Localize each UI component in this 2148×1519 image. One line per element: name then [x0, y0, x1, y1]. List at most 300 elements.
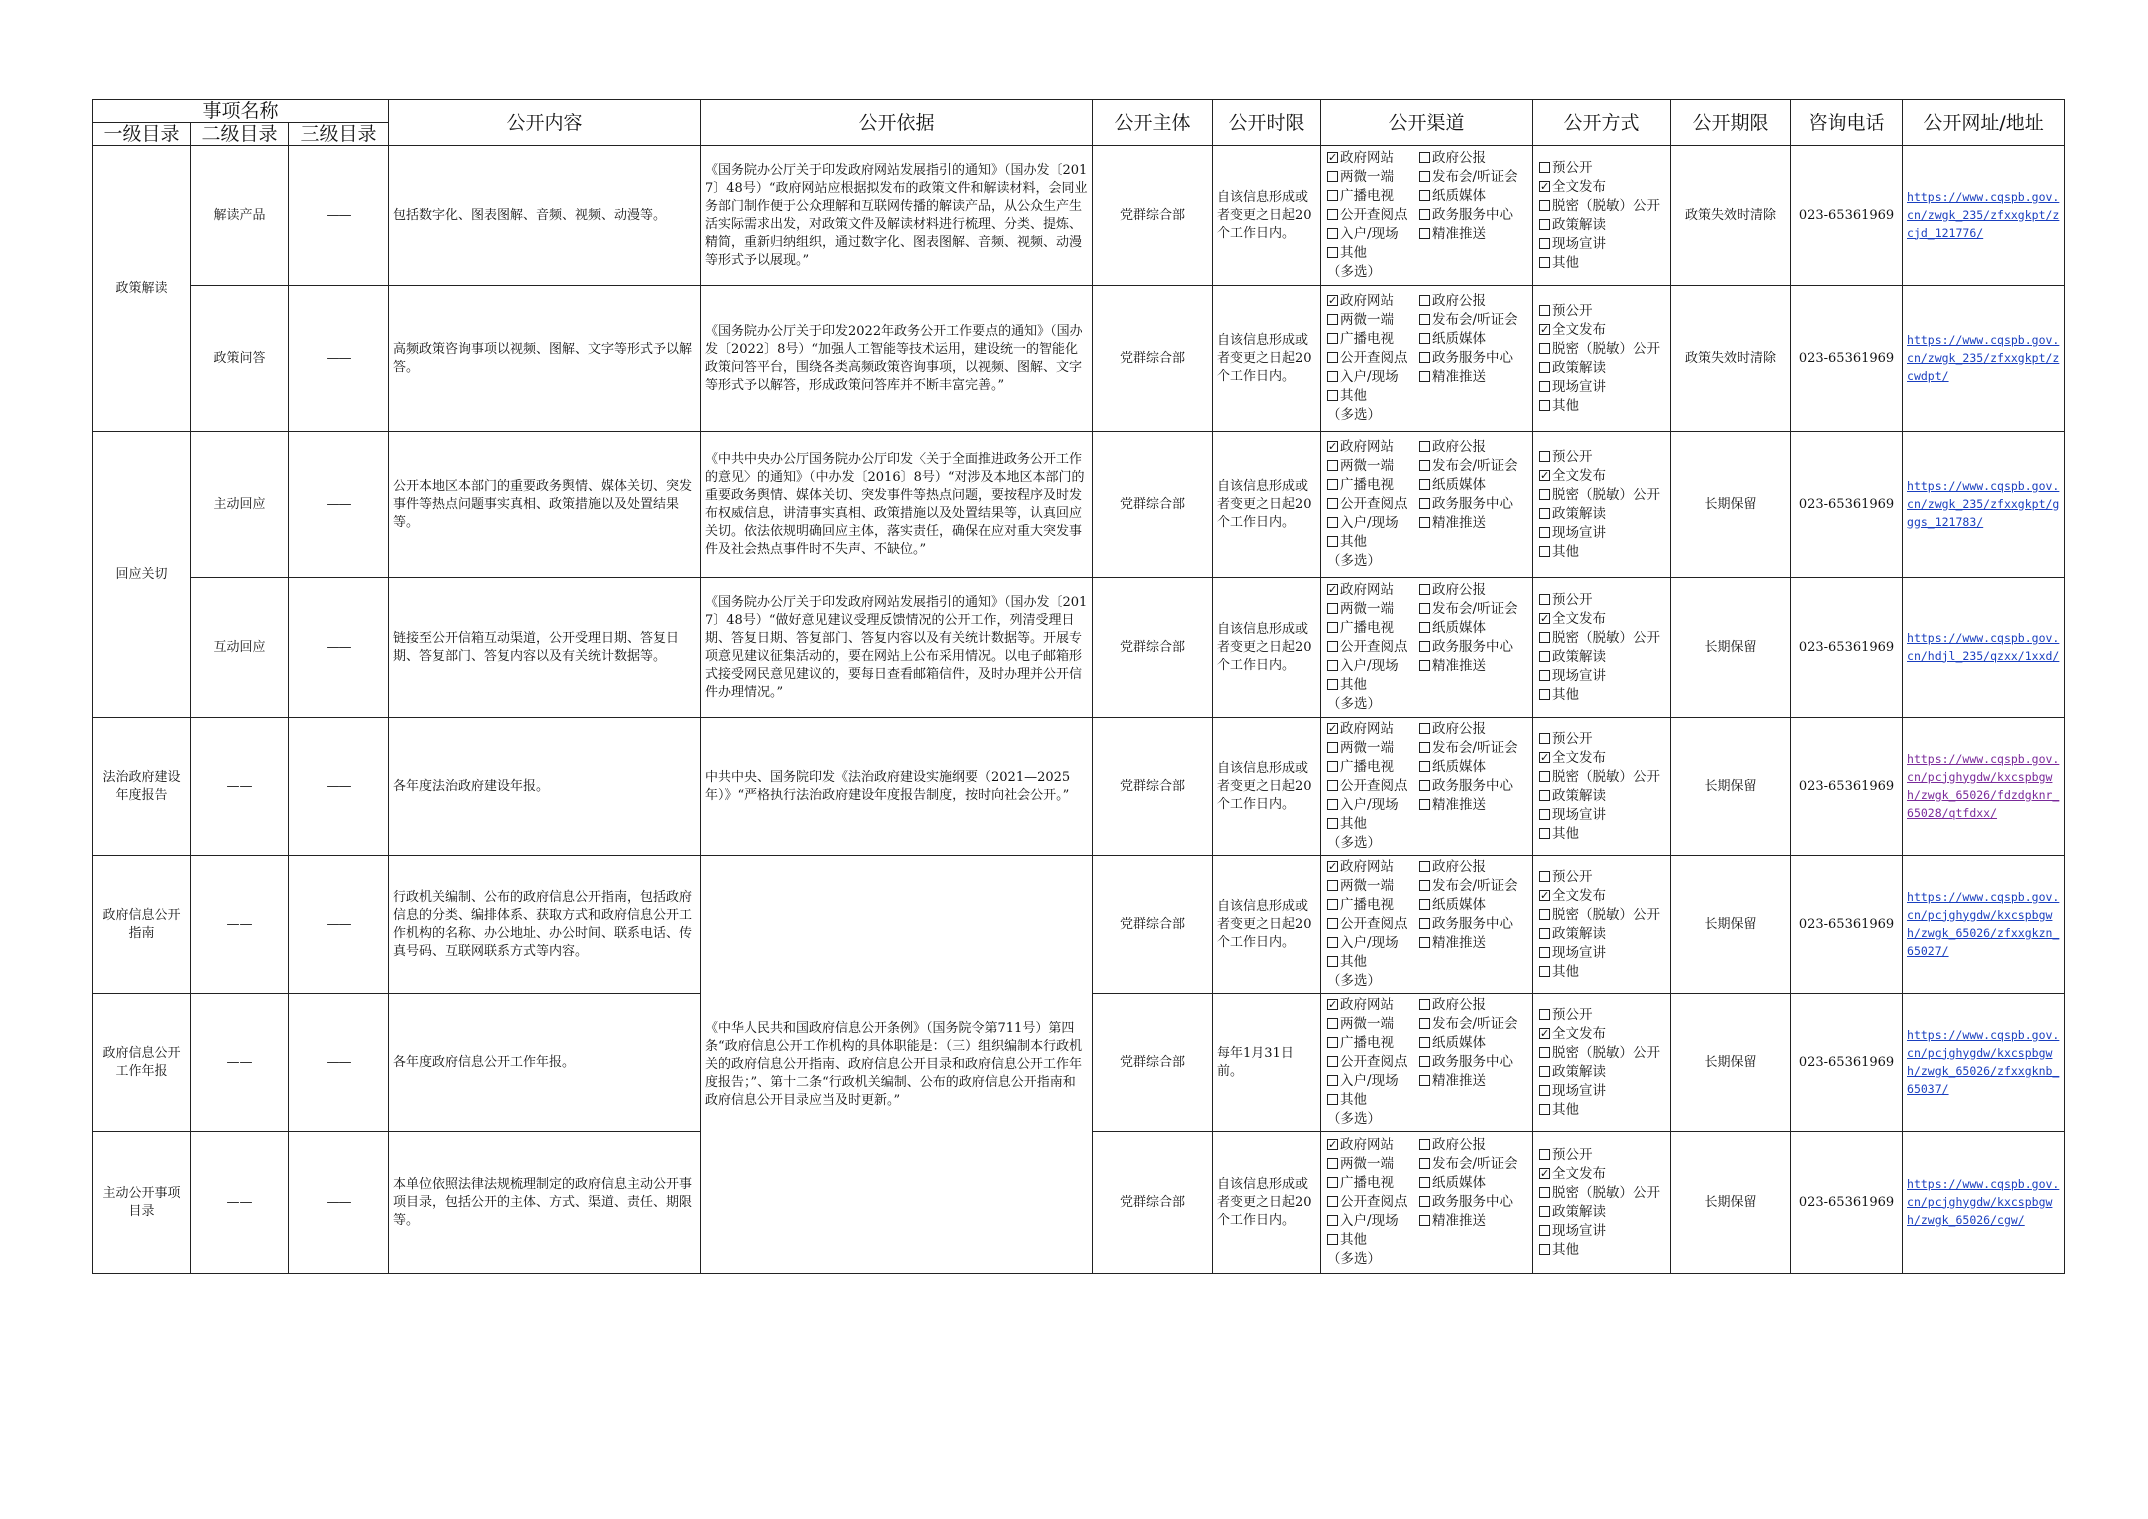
checkbox-empty-icon[interactable]	[1419, 880, 1430, 891]
channel-option[interactable]	[1327, 796, 1419, 815]
channel-option[interactable]	[1419, 149, 1511, 168]
checkbox-empty-icon[interactable]	[1539, 451, 1550, 462]
checkbox-empty-icon[interactable]	[1419, 1056, 1430, 1067]
channel-option[interactable]	[1419, 796, 1511, 815]
checkbox-empty-icon[interactable]	[1539, 632, 1550, 643]
channel-option[interactable]	[1419, 739, 1518, 758]
channel-option[interactable]	[1419, 877, 1518, 896]
checkbox-empty-icon[interactable]	[1327, 314, 1338, 325]
checkbox-empty-icon[interactable]	[1419, 1075, 1430, 1086]
channel-option[interactable]	[1327, 1155, 1419, 1174]
checkbox-checked-icon[interactable]	[1539, 752, 1550, 763]
channel-option[interactable]	[1327, 1193, 1419, 1212]
checkbox-empty-icon[interactable]	[1419, 641, 1430, 652]
method-option[interactable]	[1539, 159, 1631, 178]
channel-option[interactable]	[1419, 457, 1518, 476]
checkbox-empty-icon[interactable]	[1539, 508, 1550, 519]
checkbox-label: 精准推送	[1432, 935, 1487, 951]
channel-option[interactable]	[1327, 168, 1419, 187]
channel-option[interactable]	[1419, 1034, 1511, 1053]
checkbox-empty-icon[interactable]	[1539, 1244, 1550, 1255]
channel-option[interactable]	[1327, 600, 1419, 619]
checkbox-empty-icon[interactable]	[1539, 947, 1550, 958]
method-option[interactable]	[1539, 448, 1631, 467]
checkbox-checked-icon[interactable]	[1539, 181, 1550, 192]
method-option[interactable]	[1539, 591, 1631, 610]
checkbox-empty-icon[interactable]	[1419, 152, 1430, 163]
checkbox-empty-icon[interactable]	[1539, 670, 1550, 681]
checkbox-empty-icon[interactable]	[1327, 352, 1338, 363]
channel-option[interactable]	[1327, 896, 1419, 915]
checkbox-empty-icon[interactable]	[1327, 641, 1338, 652]
channel-option[interactable]	[1419, 720, 1511, 739]
channel-option[interactable]	[1327, 777, 1419, 796]
method-option[interactable]	[1539, 787, 1631, 806]
channel-option[interactable]	[1419, 225, 1511, 244]
checkbox-empty-icon[interactable]	[1419, 498, 1430, 509]
channel-option[interactable]	[1419, 1174, 1511, 1193]
checkbox-label: 纸质媒体	[1432, 331, 1487, 347]
channel-option[interactable]	[1327, 996, 1419, 1015]
method-option[interactable]	[1539, 505, 1631, 524]
checkbox-checked-icon[interactable]	[1539, 324, 1550, 335]
checkbox-label: 广播电视	[1340, 331, 1395, 347]
channel-option[interactable]	[1327, 1072, 1419, 1091]
checkbox-empty-icon[interactable]	[1539, 1187, 1550, 1198]
method-option[interactable]	[1539, 1006, 1631, 1025]
phone-cell: 023-65361969	[1791, 994, 1903, 1132]
checkbox-empty-icon[interactable]	[1419, 352, 1430, 363]
checkbox-label: 政策解读	[1552, 505, 1607, 522]
method-option[interactable]	[1539, 768, 1661, 787]
checkbox-empty-icon[interactable]	[1539, 1009, 1550, 1020]
checkbox-empty-icon[interactable]	[1419, 999, 1430, 1010]
channel-option[interactable]	[1419, 495, 1514, 514]
method-option[interactable]	[1539, 629, 1661, 648]
method-option[interactable]	[1539, 963, 1631, 982]
checkbox-empty-icon[interactable]	[1419, 333, 1430, 344]
checkbox-empty-icon[interactable]	[1419, 1158, 1430, 1169]
checkbox-empty-icon[interactable]	[1419, 517, 1430, 528]
checkbox-empty-icon[interactable]	[1419, 479, 1430, 490]
checkbox-empty-icon[interactable]	[1327, 880, 1338, 891]
checkbox-checked-icon[interactable]	[1539, 613, 1550, 624]
checkbox-empty-icon[interactable]	[1327, 228, 1338, 239]
checkbox-label: 现场宣讲	[1552, 806, 1607, 823]
url-link[interactable]: https://www.cqspb.gov.cn/zwgk_235/zfxxgkpt/zcwdpt/	[1907, 332, 2060, 383]
checkbox-empty-icon[interactable]	[1327, 209, 1338, 220]
checkbox-empty-icon[interactable]	[1539, 546, 1550, 557]
channel-option[interactable]	[1327, 581, 1419, 600]
checkbox-label: 政府网站	[1340, 859, 1395, 875]
checkbox-empty-icon[interactable]	[1539, 362, 1550, 373]
channel-option[interactable]	[1327, 457, 1419, 476]
method-option[interactable]	[1539, 749, 1631, 768]
checkbox-empty-icon[interactable]	[1419, 603, 1430, 614]
channel-option[interactable]	[1419, 934, 1511, 953]
channel-option[interactable]	[1327, 1091, 1419, 1110]
checkbox-empty-icon[interactable]	[1419, 314, 1430, 325]
checkbox-checked-icon[interactable]	[1539, 1028, 1550, 1039]
channel-option[interactable]	[1419, 438, 1511, 457]
checkbox-empty-icon[interactable]	[1539, 790, 1550, 801]
channel-option[interactable]	[1419, 330, 1511, 349]
checkbox-checked-icon[interactable]	[1327, 1139, 1338, 1150]
checkbox-empty-icon[interactable]	[1539, 871, 1550, 882]
checkbox-empty-icon[interactable]	[1327, 956, 1338, 967]
url-link[interactable]: https://www.cqspb.gov.cn/zwgk_235/zfxxgkpt/gggs_121783/	[1907, 478, 2060, 529]
checkbox-empty-icon[interactable]	[1327, 390, 1338, 401]
checkbox-empty-icon[interactable]	[1539, 381, 1550, 392]
channel-option[interactable]	[1327, 330, 1419, 349]
checkbox-empty-icon[interactable]	[1327, 1158, 1338, 1169]
checkbox-empty-icon[interactable]	[1327, 371, 1338, 382]
channel-option[interactable]	[1327, 149, 1419, 168]
method-option[interactable]	[1539, 825, 1631, 844]
checkbox-empty-icon[interactable]	[1327, 247, 1338, 258]
channel-option[interactable]	[1419, 476, 1511, 495]
method-option[interactable]	[1539, 610, 1631, 629]
checkbox-empty-icon[interactable]	[1327, 1037, 1338, 1048]
checkbox-empty-icon[interactable]	[1539, 1066, 1550, 1077]
channel-option[interactable]	[1419, 581, 1511, 600]
checkbox-empty-icon[interactable]	[1419, 1196, 1430, 1207]
channel-option[interactable]	[1419, 996, 1511, 1015]
method-option[interactable]	[1539, 216, 1631, 235]
checkbox-empty-icon[interactable]	[1419, 937, 1430, 948]
channel-option[interactable]	[1327, 739, 1419, 758]
checkbox-empty-icon[interactable]	[1419, 1177, 1430, 1188]
checkbox-checked-icon[interactable]	[1327, 584, 1338, 595]
method-option[interactable]	[1539, 467, 1631, 486]
checkbox-empty-icon[interactable]	[1539, 343, 1550, 354]
channel-option[interactable]	[1419, 758, 1511, 777]
content-cell: 包括数字化、图表图解、音频、视频、动漫等。	[389, 146, 701, 286]
url-link[interactable]: https://www.cqspb.gov.cn/pcjghygdw/kxcspbgwh/zwgk_65026/fdzdgknr_65028/qtfdxx/	[1907, 751, 2060, 820]
checkbox-empty-icon[interactable]	[1327, 899, 1338, 910]
checkbox-checked-icon[interactable]	[1539, 1168, 1550, 1179]
method-option[interactable]	[1539, 887, 1631, 906]
checkbox-empty-icon[interactable]	[1539, 909, 1550, 920]
checkbox-empty-icon[interactable]	[1539, 828, 1550, 839]
checkbox-empty-icon[interactable]	[1419, 761, 1430, 772]
method-option[interactable]	[1539, 1241, 1631, 1260]
channel-option[interactable]	[1419, 600, 1518, 619]
checkbox-empty-icon[interactable]	[1419, 190, 1430, 201]
checkbox-empty-icon[interactable]	[1327, 1094, 1338, 1105]
checkbox-empty-icon[interactable]	[1539, 527, 1550, 538]
channel-option[interactable]	[1327, 244, 1419, 263]
channel-option[interactable]	[1327, 953, 1419, 972]
channel-option[interactable]	[1419, 349, 1514, 368]
method-option[interactable]	[1539, 254, 1631, 273]
channel-option[interactable]	[1419, 1053, 1514, 1072]
checkbox-empty-icon[interactable]	[1419, 918, 1430, 929]
method-option[interactable]	[1539, 378, 1631, 397]
checkbox-empty-icon[interactable]	[1539, 257, 1550, 268]
channel-option[interactable]	[1419, 858, 1511, 877]
method-option[interactable]	[1539, 197, 1661, 216]
checkbox-empty-icon[interactable]	[1419, 799, 1430, 810]
checkbox-empty-icon[interactable]	[1327, 171, 1338, 182]
checkbox-checked-icon[interactable]	[1327, 295, 1338, 306]
method-option[interactable]	[1539, 686, 1631, 705]
checkbox-empty-icon[interactable]	[1539, 200, 1550, 211]
checkbox-empty-icon[interactable]	[1327, 1177, 1338, 1188]
checkbox-checked-icon[interactable]	[1539, 890, 1550, 901]
channel-option[interactable]	[1327, 1053, 1419, 1072]
checkbox-label: 政策解读	[1552, 925, 1607, 942]
channel-option[interactable]	[1419, 1136, 1511, 1155]
checkbox-empty-icon[interactable]	[1419, 209, 1430, 220]
checkbox-empty-icon[interactable]	[1327, 761, 1338, 772]
checkbox-label: 广播电视	[1340, 1035, 1395, 1051]
method-option[interactable]	[1539, 648, 1631, 667]
channel-option[interactable]	[1327, 1015, 1419, 1034]
method-option[interactable]	[1539, 1082, 1631, 1101]
checkbox-empty-icon[interactable]	[1539, 1085, 1550, 1096]
checkbox-empty-icon[interactable]	[1539, 651, 1550, 662]
channel-option[interactable]	[1327, 638, 1419, 657]
method-option[interactable]	[1539, 1025, 1631, 1044]
channel-option[interactable]	[1327, 368, 1419, 387]
checkbox-empty-icon[interactable]	[1327, 498, 1338, 509]
checkbox-empty-icon[interactable]	[1539, 928, 1550, 939]
channel-option[interactable]	[1327, 720, 1419, 739]
checkbox-empty-icon[interactable]	[1419, 1037, 1430, 1048]
method-option[interactable]	[1539, 1101, 1631, 1120]
checkbox-empty-icon[interactable]	[1539, 771, 1550, 782]
checkbox-empty-icon[interactable]	[1327, 679, 1338, 690]
method-option[interactable]	[1539, 906, 1661, 925]
checkbox-empty-icon[interactable]	[1419, 861, 1430, 872]
checkbox-checked-icon[interactable]	[1327, 861, 1338, 872]
channel-option[interactable]	[1419, 638, 1514, 657]
method-option[interactable]	[1539, 667, 1631, 686]
checkbox-empty-icon[interactable]	[1327, 1234, 1338, 1245]
channel-option[interactable]	[1327, 619, 1419, 638]
level2-cell: ——	[191, 1132, 289, 1274]
channel-option[interactable]	[1327, 1034, 1419, 1053]
channel-option[interactable]	[1419, 187, 1511, 206]
checkbox-empty-icon[interactable]	[1327, 1075, 1338, 1086]
channel-option[interactable]	[1419, 168, 1518, 187]
checkbox-empty-icon[interactable]	[1327, 818, 1338, 829]
method-option[interactable]	[1539, 1203, 1631, 1222]
channel-option[interactable]	[1327, 1136, 1419, 1155]
url-link[interactable]: https://www.cqspb.gov.cn/pcjghygdw/kxcspbgwh/zwgk_65026/cgw/	[1907, 1176, 2060, 1227]
channel-option[interactable]	[1419, 1193, 1514, 1212]
checkbox-label: 纸质媒体	[1432, 188, 1487, 204]
channel-option[interactable]	[1327, 349, 1419, 368]
method-option[interactable]	[1539, 359, 1631, 378]
checkbox-empty-icon[interactable]	[1539, 733, 1550, 744]
channel-option[interactable]	[1419, 368, 1511, 387]
method-option[interactable]	[1539, 543, 1631, 562]
checkbox-empty-icon[interactable]	[1327, 622, 1338, 633]
channel-option[interactable]	[1327, 815, 1419, 834]
checkbox-empty-icon[interactable]	[1419, 1215, 1430, 1226]
method-option[interactable]	[1539, 1044, 1661, 1063]
method-option[interactable]	[1539, 868, 1631, 887]
channel-option[interactable]	[1419, 777, 1514, 796]
checkbox-empty-icon[interactable]	[1419, 660, 1430, 671]
url-link[interactable]: https://www.cqspb.gov.cn/pcjghygdw/kxcspbgwh/zwgk_65026/zfxxgknb_65037/	[1907, 1027, 2060, 1096]
checkbox-empty-icon[interactable]	[1419, 371, 1430, 382]
checkbox-empty-icon[interactable]	[1327, 190, 1338, 201]
phone-cell: 023-65361969	[1791, 718, 1903, 856]
channel-option[interactable]	[1327, 657, 1419, 676]
checkbox-checked-icon[interactable]	[1327, 723, 1338, 734]
channel-option[interactable]	[1419, 206, 1514, 225]
checkbox-empty-icon[interactable]	[1419, 780, 1430, 791]
method-option[interactable]	[1539, 486, 1661, 505]
checkbox-empty-icon[interactable]	[1419, 441, 1430, 452]
checkbox-empty-icon[interactable]	[1419, 899, 1430, 910]
checkbox-empty-icon[interactable]	[1327, 479, 1338, 490]
checkbox-empty-icon[interactable]	[1327, 1056, 1338, 1067]
channel-option[interactable]	[1419, 1212, 1511, 1231]
method-option[interactable]	[1539, 730, 1631, 749]
checkbox-empty-icon[interactable]	[1539, 305, 1550, 316]
checkbox-empty-icon[interactable]	[1327, 333, 1338, 344]
channel-option[interactable]	[1419, 896, 1511, 915]
method-option[interactable]	[1539, 925, 1631, 944]
checkbox-empty-icon[interactable]	[1539, 1047, 1550, 1058]
checkbox-empty-icon[interactable]	[1419, 460, 1430, 471]
channel-option[interactable]	[1327, 292, 1419, 311]
channel-option[interactable]	[1419, 292, 1511, 311]
channel-option[interactable]	[1419, 657, 1511, 676]
channel-option[interactable]	[1419, 915, 1514, 934]
channel-option[interactable]	[1327, 187, 1419, 206]
method-option[interactable]	[1539, 235, 1631, 254]
channel-option[interactable]	[1419, 1155, 1518, 1174]
checkbox-empty-icon[interactable]	[1419, 742, 1430, 753]
checkbox-empty-icon[interactable]	[1539, 809, 1550, 820]
channel-option[interactable]	[1327, 858, 1419, 877]
method-option[interactable]	[1539, 1184, 1661, 1203]
method-option[interactable]	[1539, 302, 1631, 321]
checkbox-empty-icon[interactable]	[1419, 584, 1430, 595]
checkbox-empty-icon[interactable]	[1327, 660, 1338, 671]
checkbox-empty-icon[interactable]	[1327, 780, 1338, 791]
channel-option[interactable]	[1419, 1015, 1518, 1034]
checkbox-empty-icon[interactable]	[1327, 1215, 1338, 1226]
channel-option[interactable]	[1327, 514, 1419, 533]
channel-option[interactable]	[1327, 1231, 1419, 1250]
channel-option[interactable]	[1327, 1212, 1419, 1231]
channel-option[interactable]	[1327, 225, 1419, 244]
channel-option[interactable]	[1327, 206, 1419, 225]
checkbox-label: 脱密（脱敏）公开	[1552, 197, 1661, 214]
checkbox-empty-icon[interactable]	[1327, 536, 1338, 547]
url-link[interactable]: https://www.cqspb.gov.cn/hdjl_235/qzxx/1xxd/	[1907, 630, 2060, 663]
checkbox-label: 两微一端	[1340, 312, 1395, 328]
checkbox-empty-icon[interactable]	[1419, 723, 1430, 734]
checkbox-empty-icon[interactable]	[1327, 1196, 1338, 1207]
checkbox-empty-icon[interactable]	[1539, 1206, 1550, 1217]
checkbox-empty-icon[interactable]	[1327, 460, 1338, 471]
method-option[interactable]	[1539, 178, 1631, 197]
url-link[interactable]: https://www.cqspb.gov.cn/zwgk_235/zfxxgkpt/zcjd_121776/	[1907, 189, 2060, 240]
channel-option[interactable]	[1327, 1174, 1419, 1193]
channel-option[interactable]	[1327, 438, 1419, 457]
method-option[interactable]	[1539, 1063, 1631, 1082]
checkbox-empty-icon[interactable]	[1327, 1018, 1338, 1029]
checkbox-empty-icon[interactable]	[1539, 1225, 1550, 1236]
checkbox-empty-icon[interactable]	[1539, 594, 1550, 605]
checkbox-empty-icon[interactable]	[1327, 742, 1338, 753]
channel-option[interactable]	[1327, 934, 1419, 953]
channel-option[interactable]	[1327, 387, 1419, 406]
checkbox-empty-icon[interactable]	[1539, 689, 1550, 700]
checkbox-empty-icon[interactable]	[1539, 1104, 1550, 1115]
checkbox-empty-icon[interactable]	[1327, 918, 1338, 929]
period-cell: 长期保留	[1671, 718, 1791, 856]
channel-option[interactable]	[1419, 514, 1511, 533]
checkbox-empty-icon[interactable]	[1419, 1139, 1430, 1150]
method-option[interactable]	[1539, 340, 1661, 359]
channel-option[interactable]	[1327, 676, 1419, 695]
channel-option[interactable]	[1327, 476, 1419, 495]
checkbox-empty-icon[interactable]	[1539, 489, 1550, 500]
method-option[interactable]	[1539, 524, 1631, 543]
checkbox-empty-icon[interactable]	[1419, 171, 1430, 182]
checkbox-empty-icon[interactable]	[1419, 228, 1430, 239]
checkbox-checked-icon[interactable]	[1327, 152, 1338, 163]
method-option[interactable]	[1539, 806, 1631, 825]
method-option[interactable]	[1539, 397, 1631, 416]
checkbox-empty-icon[interactable]	[1539, 238, 1550, 249]
method-option[interactable]	[1539, 321, 1631, 340]
method-option[interactable]	[1539, 1165, 1631, 1184]
method-option[interactable]	[1539, 944, 1631, 963]
checkbox-empty-icon[interactable]	[1419, 295, 1430, 306]
method-option[interactable]	[1539, 1146, 1631, 1165]
checkbox-label: 政府网站	[1340, 293, 1395, 309]
channel-option[interactable]	[1327, 915, 1419, 934]
checkbox-checked-icon[interactable]	[1327, 441, 1338, 452]
checkbox-empty-icon[interactable]	[1539, 1149, 1550, 1160]
checkbox-checked-icon[interactable]	[1327, 999, 1338, 1010]
checkbox-empty-icon[interactable]	[1539, 162, 1550, 173]
channel-option[interactable]	[1327, 877, 1419, 896]
checkbox-empty-icon[interactable]	[1419, 1018, 1430, 1029]
table-row	[93, 432, 2065, 578]
channel-option[interactable]	[1327, 495, 1419, 514]
channel-option[interactable]	[1327, 758, 1419, 777]
channel-option[interactable]	[1419, 311, 1518, 330]
checkbox-empty-icon[interactable]	[1327, 517, 1338, 528]
checkbox-empty-icon[interactable]	[1327, 937, 1338, 948]
checkbox-empty-icon[interactable]	[1539, 966, 1550, 977]
checkbox-empty-icon[interactable]	[1539, 400, 1550, 411]
channel-option[interactable]	[1419, 619, 1511, 638]
channel-option[interactable]	[1327, 533, 1419, 552]
checkbox-empty-icon[interactable]	[1539, 219, 1550, 230]
checkbox-checked-icon[interactable]	[1539, 470, 1550, 481]
level3-cell: ——	[289, 994, 389, 1132]
checkbox-empty-icon[interactable]	[1327, 799, 1338, 810]
channel-option[interactable]	[1327, 311, 1419, 330]
checkbox-empty-icon[interactable]	[1419, 622, 1430, 633]
method-option[interactable]	[1539, 1222, 1631, 1241]
time-cell: 自该信息形成或者变更之日起20个工作日内。	[1213, 432, 1321, 578]
url-link[interactable]: https://www.cqspb.gov.cn/pcjghygdw/kxcspbgwh/zwgk_65026/zfxxgkzn_65027/	[1907, 889, 2060, 958]
channel-option[interactable]	[1419, 1072, 1511, 1091]
checkbox-empty-icon[interactable]	[1327, 603, 1338, 614]
